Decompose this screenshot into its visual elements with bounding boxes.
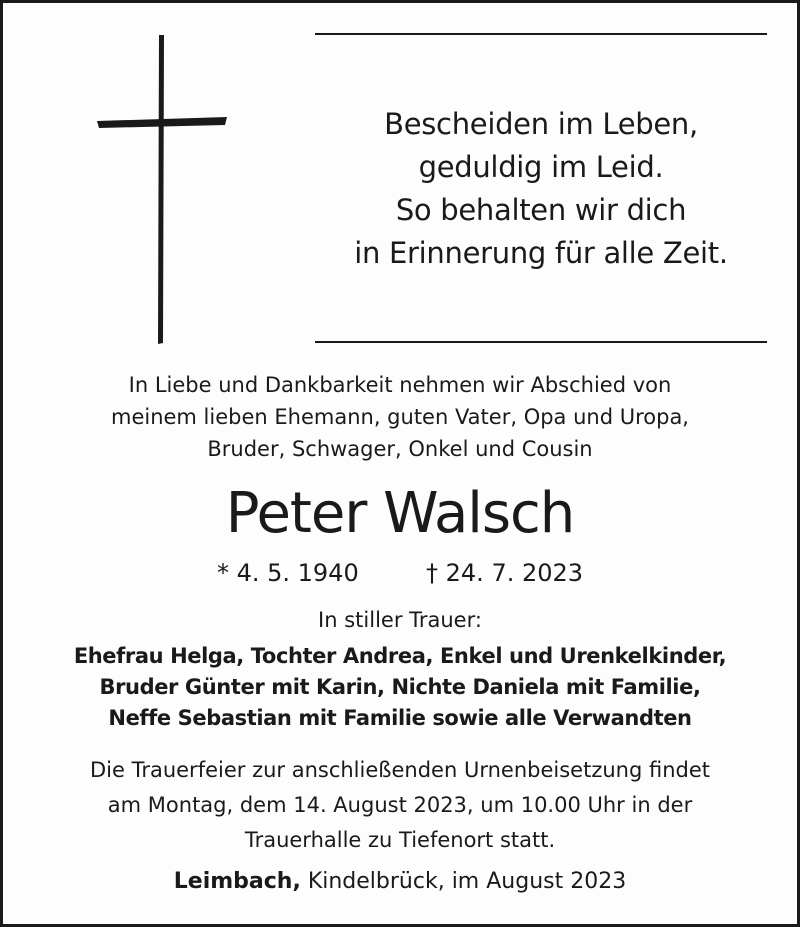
birth-date: 4. 5. 1940 <box>236 559 359 587</box>
mourners-line: Neffe Sebastian mit Familie sowie alle Verwandten <box>108 706 692 730</box>
verse <box>315 103 767 275</box>
deceased-name: Peter Walsch <box>225 481 575 546</box>
death-symbol: † <box>426 559 438 587</box>
verse-line: in Erinnerung für alle Zeit. <box>354 236 728 270</box>
signoff-place: Leimbach, <box>173 869 301 894</box>
bottom-divider <box>315 341 767 343</box>
death-date: 24. 7. 2023 <box>445 559 584 587</box>
intro-line: meinem lieben Ehemann, guten Vater, Opa und Uropa, <box>110 405 689 429</box>
birth-symbol: * <box>216 559 229 587</box>
intro-line: Bruder, Schwager, Onkel und Cousin <box>207 437 593 461</box>
verse-line: geduldig im Leid. <box>418 150 664 184</box>
mourners-list <box>3 641 797 734</box>
mourners-line: Ehefrau Helga, Tochter Andrea, Enkel und Urenkelkinder, <box>73 644 727 668</box>
intro-text <box>3 369 797 465</box>
verse-line: So behalten wir dich <box>395 193 687 227</box>
verse-line: Bescheiden im Leben, <box>384 107 698 141</box>
notice-line: Die Trauerfeier zur anschließenden Urnenbeisetzung findet <box>89 758 710 782</box>
mourners-line: Bruder Günter mit Karin, Nichte Daniela mit Familie, <box>99 675 701 699</box>
signoff-rest: Kindelbrück, im August 2023 <box>307 869 627 894</box>
intro-line: In Liebe und Dankbarkeit nehmen wir Abschied von <box>128 373 672 397</box>
signoff <box>3 865 797 899</box>
notice-line: Trauerhalle zu Tiefenort statt. <box>244 828 556 852</box>
top-divider <box>315 33 767 35</box>
latin-cross-icon <box>93 33 233 345</box>
mourning-label: In stiller Trauer: <box>318 608 482 632</box>
funeral-notice <box>3 753 797 858</box>
life-dates <box>3 555 797 591</box>
notice-line: am Montag, dem 14. August 2023, um 10.00 Uhr in der <box>107 793 693 817</box>
